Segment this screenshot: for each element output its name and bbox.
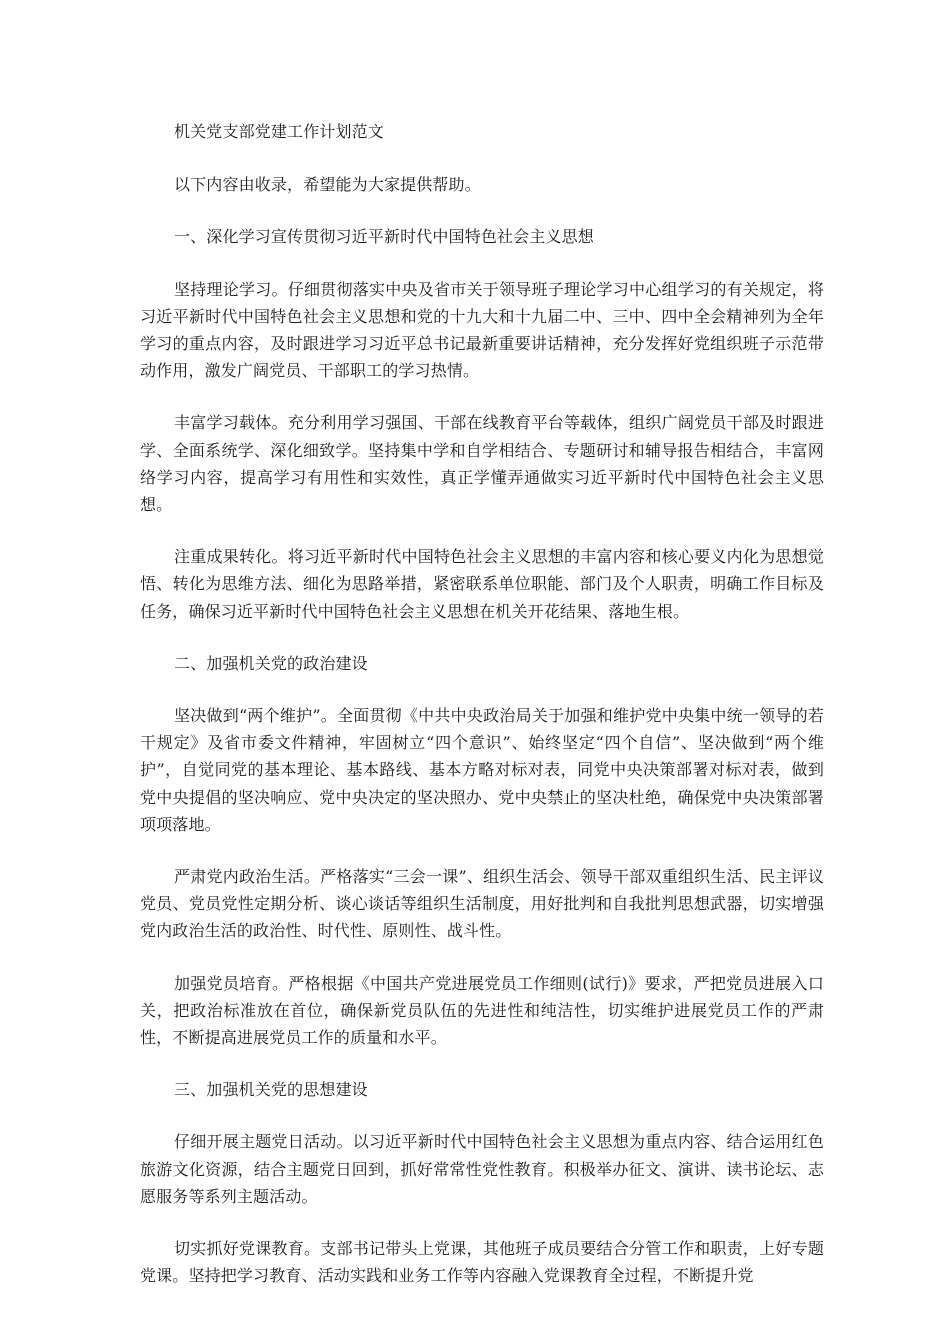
intro-paragraph: 以下内容由收录，希望能为大家提供帮助。 [174, 175, 481, 195]
section-heading: 三、加强机关党的思想建设 [174, 1080, 368, 1100]
document-page [140, 118, 824, 1290]
body-paragraph: 丰富学习载体。充分利用学习强国、干部在线教育平台等载体，组织广阔党员干部及时跟进学、全面系统学、深化细致学。坚持集中学和自学相结合、专题研讨和辅导报告相结合，丰富网络学习内容，提高学习有用性和实效性，真正学懂弄通做实习近平新时代中国特色社会主义思想。 [140, 413, 824, 515]
body-paragraph: 仔细开展主题党日活动。以习近平新时代中国特色社会主义思想为重点内容、结合运用红色旅游文化资源，结合主题党日回到，抓好常常性党性教育。积极举办征文、演讲、读书论坛、志愿服务等系列主题活动。 [140, 1132, 824, 1206]
body-paragraph: 坚持理论学习。仔细贯彻落实中央及省市关于领导班子理论学习中心组学习的有关规定，将习近平新时代中国特色社会主义思想和党的十九大和十九届二中、三中、四中全会精神列为全年学习的重点内容，及时跟进学习习近平总书记最新重要讲话精神，充分发挥好党组织班子示范带动作用，激发广阔党员、干部职工的学习热情。 [140, 279, 824, 381]
body-paragraph: 切实抓好党课教育。支部书记带头上党课，其他班子成员要结合分管工作和职责，上好专题党课。坚持把学习教育、活动实践和业务工作等内容融入党课教育全过程，不断提升党 [140, 1239, 824, 1286]
body-paragraph: 注重成果转化。将习近平新时代中国特色社会主义思想的丰富内容和核心要义内化为思想觉悟、转化为思维方法、细化为思路举措，紧密联系单位职能、部门及个人职责，明确工作目标及任务，确保习近平新时代中国特色社会主义思想在机关开花结果、落地生根。 [140, 547, 824, 621]
body-paragraph: 严肃党内政治生活。严格落实“三会一课”、组织生活会、领导干部双重组织生活、民主评议党员、党员党性定期分析、谈心谈话等组织生活制度，用好批判和自我批判思想武器，切实增强党内政治生活的政治性、时代性、原则性、战斗性。 [140, 867, 824, 941]
body-paragraph: 加强党员培育。严格根据《中国共产党进展党员工作细则(试行)》要求，严把党员进展入口关，把政治标准放在首位，确保新党员队伍的先进性和纯洁性，切实维护进展党员工作的严肃性，不断提高进展党员工作的质量和水平。 [140, 973, 824, 1048]
section-heading: 一、深化学习宣传贯彻习近平新时代中国特色社会主义思想 [174, 227, 594, 247]
body-paragraph: 坚决做到“两个维护”。全面贯彻《中共中央政治局关于加强和维护党中央集中统一领导的若干规定》及省市委文件精神，牢固树立“四个意识”、始终坚定“四个自信”、坚决做到“两个维护”，自觉同党的基本理论、基本路线、基本方略对标对表，同党中央决策部署对标对表，做到党中央提倡的坚决响应、党中央决定的坚决照办、党中央禁止的坚决杜绝，确保党中央决策部署项项落地。 [140, 706, 824, 834]
section-heading: 二、加强机关党的政治建设 [174, 653, 368, 673]
document-title: 机关党支部党建工作计划范文 [174, 122, 384, 141]
